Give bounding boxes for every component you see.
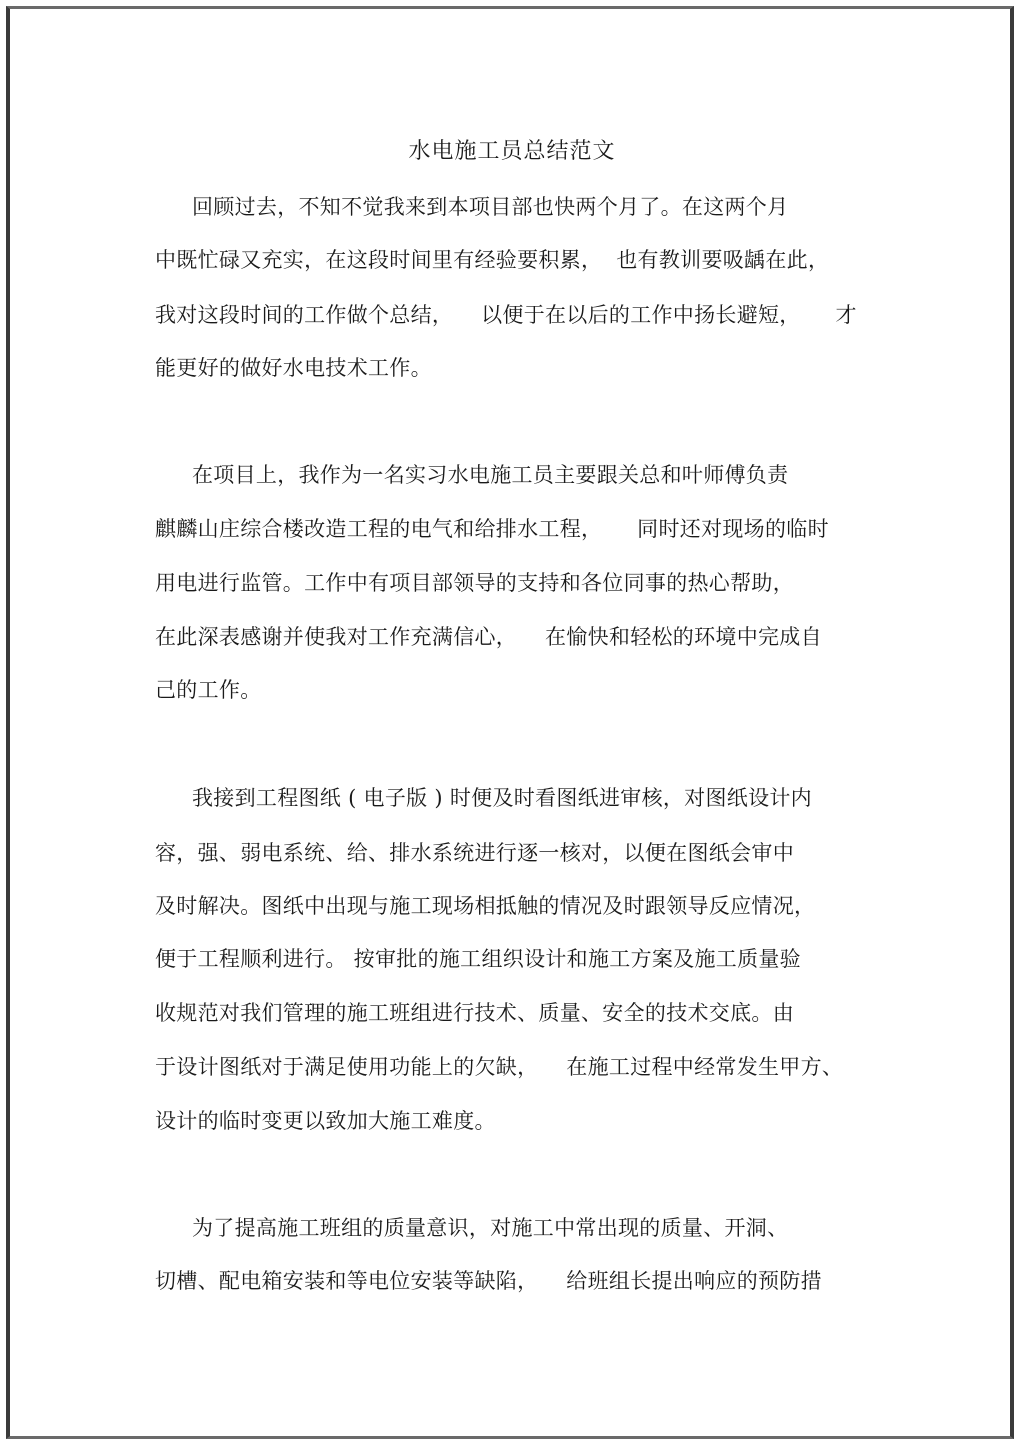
paragraph-line: 我接到工程图纸 ( 电子版 ) 时便及时看图纸进审核，对图纸设计内: [192, 786, 812, 810]
paragraph-line: 容，强、弱电系统、给、排水系统进行逐一核对，以便在图纸会审中: [155, 841, 794, 865]
paragraph-line: 在此深表感谢并使我对工作充满信心， 在愉快和轻松的环境中完成自: [155, 625, 822, 649]
paragraph-line: 切槽、配电箱安装和等电位安装等缺陷， 给班组长提出响应的预防措: [155, 1269, 822, 1293]
paragraph-line: 收规范对我们管理的施工班组进行技术、质量、安全的技术交底。由: [155, 1001, 794, 1025]
paragraph-line: 中既忙碌又充实，在这段时间里有经验要积累， 也有教训要吸龋在此，: [155, 248, 830, 272]
paragraph-line: 用电进行监管。工作中有项目部领导的支持和各位同事的热心帮助，: [155, 571, 794, 595]
paragraph-line: 麒麟山庄综合楼改造工程的电气和给排水工程， 同时还对现场的临时: [155, 517, 829, 541]
paragraph-line: 于设计图纸对于满足使用功能上的欠缺， 在施工过程中经常发生甲方、: [155, 1055, 844, 1079]
paragraph-line: 己的工作。: [155, 678, 262, 702]
paragraph-line: 设计的临时变更以致加大施工难度。: [155, 1109, 496, 1133]
paragraph-line: 在项目上，我作为一名实习水电施工员主要跟关总和叶师傅负责: [192, 463, 789, 487]
paragraph-line: 及时解决。图纸中出现与施工现场相抵触的情况及时跟领导反应情况，: [155, 894, 816, 918]
paragraph-line: 为了提高施工班组的质量意识，对施工中常出现的质量、开洞、: [192, 1216, 789, 1240]
paragraph-line: 能更好的做好水电技术工作。: [155, 356, 432, 380]
paragraph-line: 我对这段时间的工作做个总结， 以便于在以后的工作中扬长避短， 才: [155, 303, 857, 327]
paragraph-line: 回顾过去，不知不觉我来到本项目部也快两个月了。在这两个月: [192, 195, 789, 219]
document-title: 水电施工员总结范文: [408, 139, 616, 164]
paragraph-line: 便于工程顺利进行。 按审批的施工组织设计和施工方案及施工质量验: [155, 947, 801, 971]
